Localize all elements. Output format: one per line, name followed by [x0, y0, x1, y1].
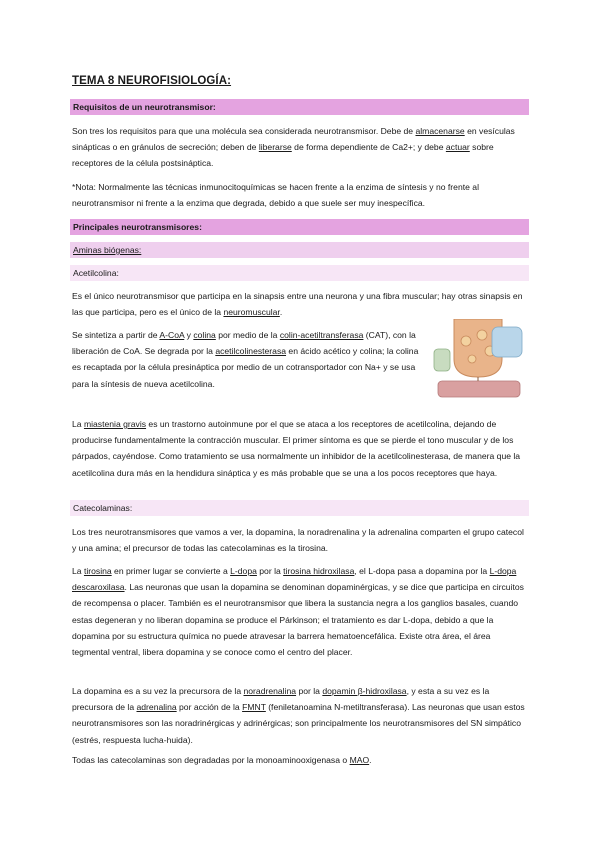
paragraph-mao: Todas las catecolaminas son degradadas por la monoaminooxigenasa o MAO. — [72, 755, 372, 765]
paragraph-noradrenalina: La dopamina es a su vez la precursora de la noradrenalina por la dopamin β-hidroxilasa, y esta a su vez es la precursora de la adrenalina por acción de la FMNT (feniletanoamina N-metiltransferasa). Las neuronas que usan estos neurotransmisores son las noradrinérgicas y adrinérgicas; son principalmente los neurotransmisores del SN simpático (estrés, respuesta lucha-huida). — [72, 686, 525, 745]
paragraph-miastenia: La miastenia gravis es un trastorno autoinmune por el que se ataca a los receptores de acetilcolina, dejando de producirse fundamentalmente la contracción muscular. El primer síntoma es que se pierde el tono muscular y de los párpados, cayéndose. Como tratamiento se usa normalmente un inhibidor de la acetilcolinesterasa, de manera que la acetilcolina dura más en la hendidura sináptica y es más probable que se una a los pocos receptores que haya. — [72, 419, 521, 478]
synapse-illustration — [432, 319, 524, 404]
paragraph-requisitos: Son tres los requisitos para que una molécula sea considerada neurotransmisor. Debe de almacenarse en vesículas sinápticas o en gránulos de secreción; deben de liberarse de forma dependiente de Ca2+; y debe actuar sobre receptores de la célula postsináptica. — [72, 126, 515, 169]
paragraph-acetilcolina-intro: Es el único neurotransmisor que participa en la sinapsis entre una neurona y una fibra muscular; hay otras sinapsis en las que participa, pero es el único de la neuromuscular. — [72, 291, 523, 318]
paragraph-dopamina: La tirosina en primer lugar se convierte a L-dopa por la tirosina hidroxilasa, el L-dopa pasa a dopamina por la L-dopa descaroxilasa. Las neuronas que usan la dopamina se denominan dopaminérgicas, y se dice que participa en circuitos de recompensa o placer. También es el neurotransmisor que libera la sustancia negra a los ganglios basales, cuando estas degeneran y no liberan dopamina se produce el Párkinson; el tratamiento es dar L-dopa, debido a que la dopamina por su estructura química no puede atravesar la barrera hematoencefálica. Existe otra área, el área tegmental ventral, libera dopamina y se conoce como el centro del placer. — [72, 566, 524, 658]
page-title: TEMA 8 NEUROFISIOLOGÍA: — [72, 75, 232, 87]
paragraph-sintesis: Se sintetiza a partir de A-CoA y colina por medio de la colin-acetiltransferasa (CAT), con la liberación de CoA. Se degrada por la acetilcolinesterasa en ácido acético y colina; la colina es recaptada por la célula presináptica por medio de un cotransportador con Na+ y se usa para la síntesis de nueva acetilcolina. — [72, 330, 419, 389]
paragraph-catecolaminas-intro: Los tres neurotransmisores que vamos a ver, la dopamina, la noradrenalina y la adrenalina comparten el grupo catecol y una amina; el precursor de todas las catecolaminas es la tirosina. — [72, 527, 524, 554]
paragraph-nota: *Nota: Normalmente las técnicas inmunocitoquímicas se hacen frente a la enzima de síntesis y no frente al neurotransmisor ni frente a la enzima que degrada, debido a que suele ser muy inespecífica. — [72, 182, 479, 209]
heading-catecolaminas: Catecolaminas: — [70, 500, 529, 516]
heading-principales: Principales neurotransmisores: — [70, 219, 529, 235]
heading-requisitos: Requisitos de un neurotransmisor: — [70, 99, 529, 115]
heading-acetilcolina: Acetilcolina: — [70, 265, 529, 281]
heading-aminas: Aminas biógenas: — [70, 242, 529, 258]
